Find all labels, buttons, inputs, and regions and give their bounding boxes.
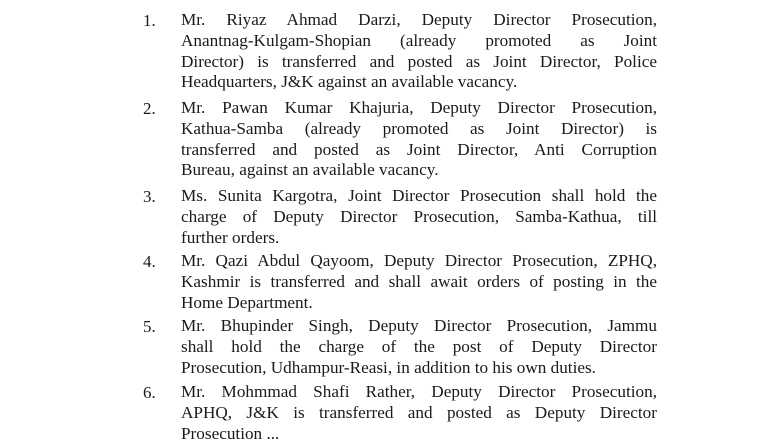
item-text xyxy=(181,10,657,93)
text-line: Prosecution ... xyxy=(181,423,280,443)
text-line: APHQ, J&K is transferred and posted as Deputy Director xyxy=(181,402,657,422)
text-line: Headquarters, J&K against an available vacancy. xyxy=(181,72,518,92)
text-line: Prosecution, Udhampur-Reasi, in addition to his own duties. xyxy=(181,357,596,377)
text-line: Mr. Riyaz Ahmad Darzi, Deputy Director Prosecution, xyxy=(181,10,657,29)
text-line: charge of Deputy Director Prosecution, Samba-Kathua, till xyxy=(181,206,657,226)
text-line: Director) is transferred and posted as Joint Director, Police xyxy=(181,51,657,71)
text-line: Mr. Mohmmad Shafi Rather, Deputy Director Prosecution, xyxy=(181,382,657,401)
text-line: Mr. Qazi Abdul Qayoom, Deputy Director Prosecution, ZPHQ, xyxy=(181,251,657,270)
item-text xyxy=(181,316,657,378)
item-text xyxy=(181,186,657,248)
text-line: Anantnag-Kulgam-Shopian (already promoted as Joint xyxy=(181,30,657,50)
item-number: 1. xyxy=(143,11,156,30)
item-number: 6. xyxy=(143,383,156,402)
text-line: further orders. xyxy=(181,227,280,247)
text-line: shall hold the charge of the post of Deputy Director xyxy=(181,336,657,356)
text-line: Home Department. xyxy=(181,292,313,312)
item-text xyxy=(181,251,657,313)
text-line: Ms. Sunita Kargotra, Joint Director Prosecution shall hold the xyxy=(181,186,657,205)
text-line: Bureau, against an available vacancy. xyxy=(181,160,439,180)
item-number: 2. xyxy=(143,99,156,118)
text-line: transferred and posted as Joint Director, Anti Corruption xyxy=(181,139,657,159)
item-text xyxy=(181,98,657,181)
item-number: 3. xyxy=(143,187,156,206)
text-line: Kashmir is transferred and shall await orders of posting in the xyxy=(181,271,657,291)
text-line: Kathua-Samba (already promoted as Joint Director) is xyxy=(181,118,657,138)
item-text xyxy=(181,382,657,444)
item-number: 5. xyxy=(143,317,156,336)
item-number: 4. xyxy=(143,252,156,271)
text-line: Mr. Pawan Kumar Khajuria, Deputy Director Prosecution, xyxy=(181,98,657,117)
text-line: Mr. Bhupinder Singh, Deputy Director Prosecution, Jammu xyxy=(181,316,657,335)
